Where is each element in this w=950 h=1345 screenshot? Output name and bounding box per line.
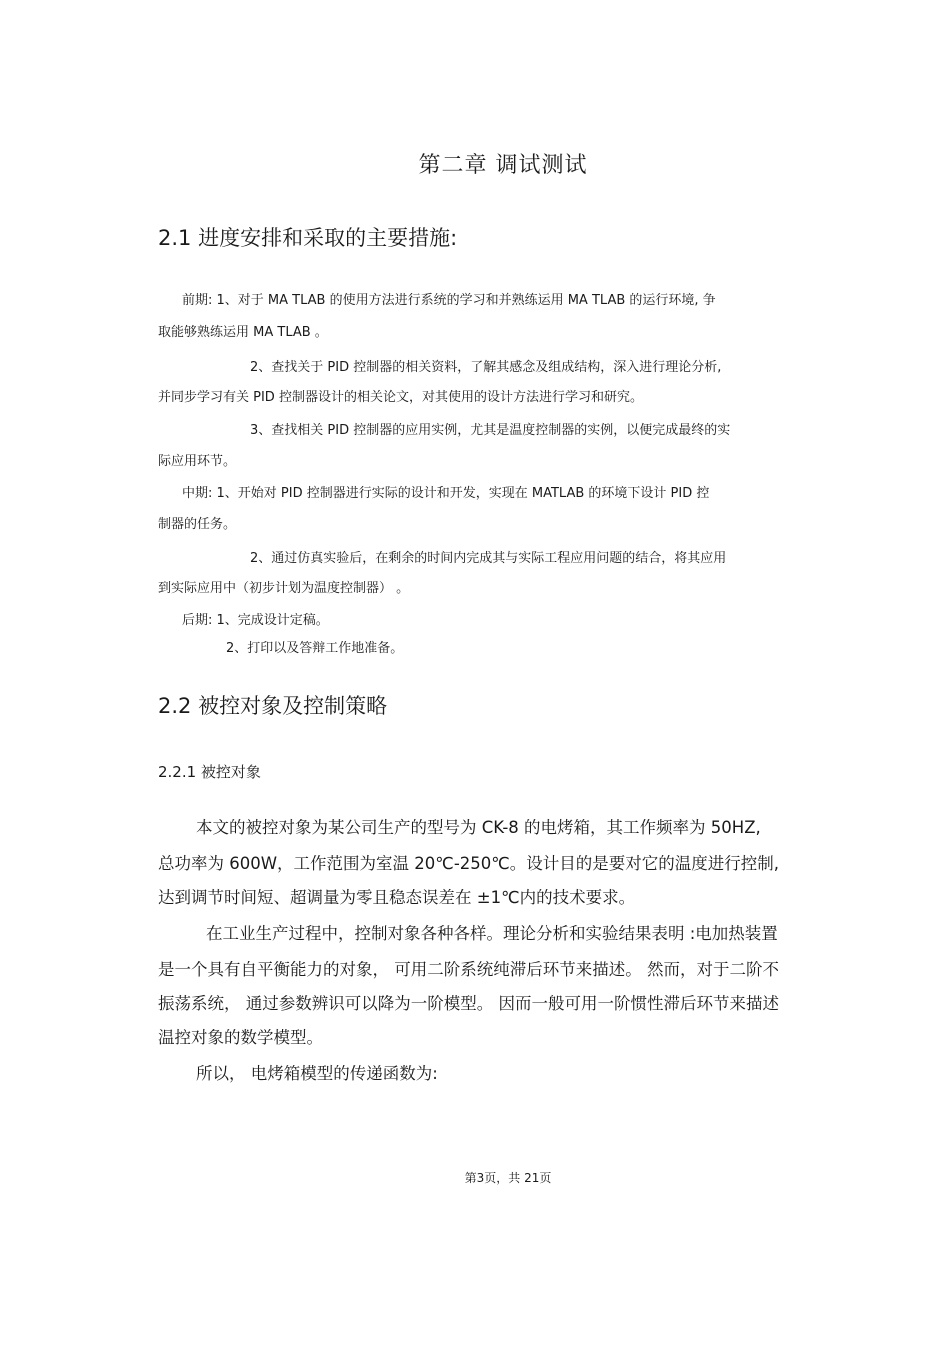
paragraph-line: 本文的被控对象为某公司生产的型号为 CK-8 的电烤箱，其工作频率为 50HZ,	[196, 818, 761, 837]
section-heading-2-1: 2.1 进度安排和采取的主要措施:	[158, 226, 458, 250]
paragraph-line: 制器的任务。	[158, 517, 237, 532]
paragraph-line: 温控对象的数学模型。	[158, 1028, 323, 1047]
paragraph-line: 到实际应用中（初步计划为温度控制器） 。	[158, 581, 410, 596]
paragraph-line: 是一个具有自平衡能力的对象， 可用二阶系统纯滞后环节来描述。 然而，对于二阶不	[158, 960, 779, 979]
paragraph-line: 2、查找关于 PID 控制器的相关资料，了解其感念及组成结构，深入进行理论分析,	[250, 360, 722, 375]
section-heading-2-2: 2.2 被控对象及控制策略	[158, 694, 388, 718]
paragraph-line: 后期: 1、完成设计定稿。	[182, 613, 329, 628]
paragraph-line: 在工业生产过程中，控制对象各种各样。理论分析和实验结果表明 :电加热装置	[206, 924, 778, 943]
chapter-title: 第二章 调试测试	[418, 153, 588, 178]
paragraph-line: 并同步学习有关 PID 控制器设计的相关论文，对其使用的设计方法进行学习和研究。	[158, 390, 643, 405]
page-footer: 第3页，共 21页	[464, 1171, 552, 1185]
subsection-heading-2-2-1: 2.2.1 被控对象	[158, 763, 261, 781]
paragraph-line: 中期: 1、开始对 PID 控制器进行实际的设计和开发，实现在 MATLAB 的环境下设计 PID 控	[182, 486, 710, 501]
paragraph-line: 振荡系统， 通过参数辨识可以降为一阶模型。 因而一般可用一阶惯性滞后环节来描述	[158, 994, 779, 1013]
paragraph-line: 前期: 1、对于 MA TLAB 的使用方法进行系统的学习和并熟练运用 MA TLAB 的运行环境, 争	[182, 293, 716, 308]
paragraph-line: 2、打印以及答辩工作地准备。	[226, 641, 404, 656]
paragraph-line: 2、通过仿真实验后，在剩余的时间内完成其与实际工程应用问题的结合，将其应用	[250, 551, 727, 566]
paragraph-line: 取能够熟练运用 MA TLAB 。	[158, 325, 328, 340]
paragraph-line: 所以， 电烤箱模型的传递函数为:	[196, 1064, 438, 1083]
paragraph-line: 3、查找相关 PID 控制器的应用实例，尤其是温度控制器的实例，以便完成最终的实	[250, 423, 731, 438]
paragraph-line: 总功率为 600W，工作范围为室温 20℃-250℃。设计目的是要对它的温度进行控制,	[158, 854, 780, 873]
paragraph-line: 达到调节时间短、超调量为零且稳态误差在 ±1℃内的技术要求。	[158, 888, 636, 907]
paragraph-line: 际应用环节。	[158, 454, 237, 469]
